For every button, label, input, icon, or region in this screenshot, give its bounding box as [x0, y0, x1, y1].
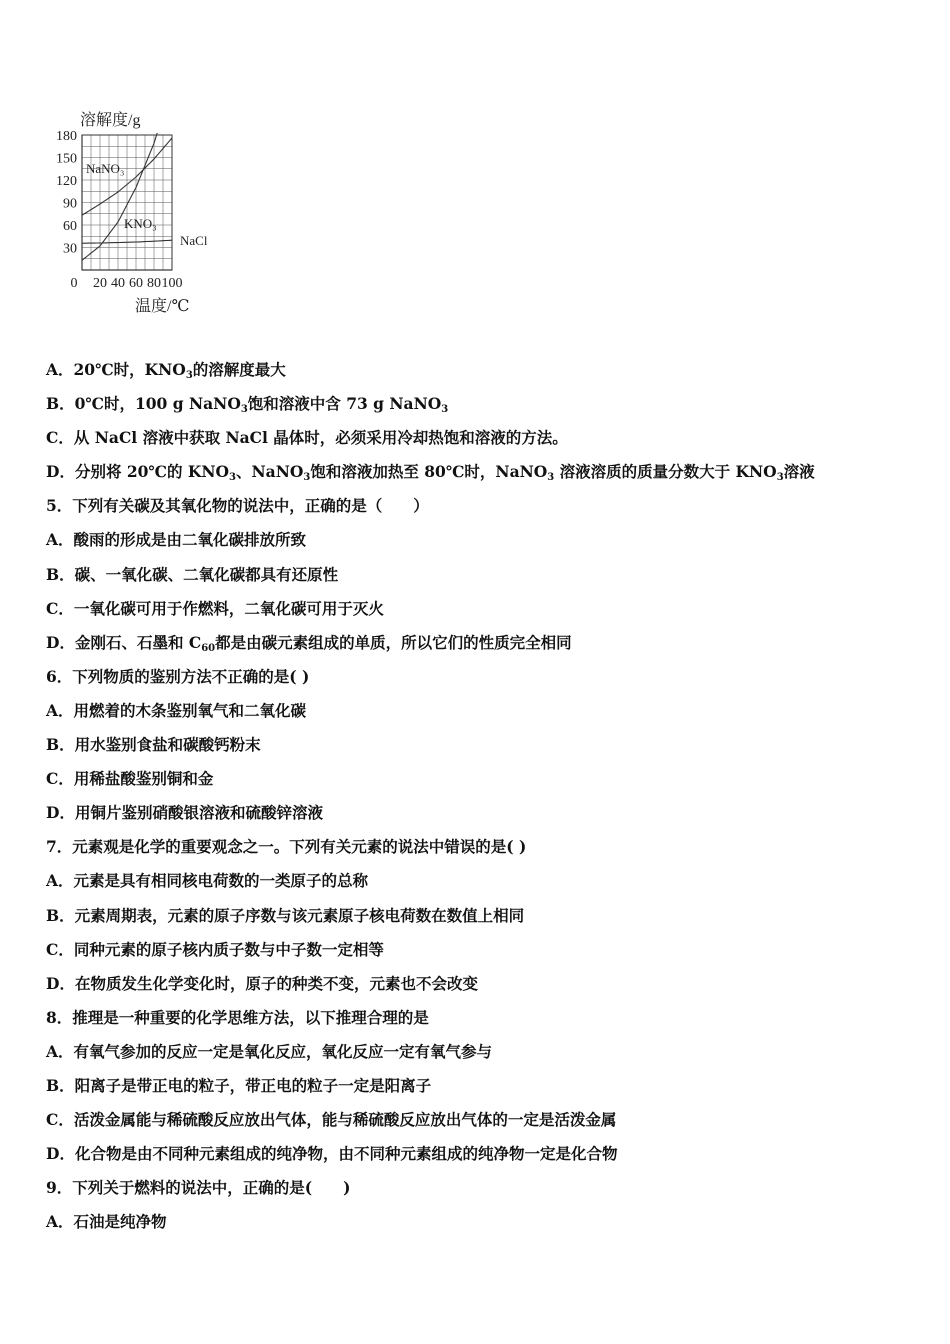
solubility-chart [40, 105, 230, 320]
text-line [46, 558, 926, 592]
text-line [46, 967, 926, 1001]
text-segment: 溶液溶质的质量分数大于 KNO [554, 462, 777, 482]
text-segment: B．用水鉴别食盐和碳酸钙粉末 [46, 735, 261, 755]
y-tick-label: 90 [63, 196, 77, 212]
series-label-KNO3: KNO₃ [124, 216, 157, 231]
text-line [46, 626, 926, 660]
text-line [46, 1035, 926, 1069]
text-line [46, 1103, 926, 1137]
y-axis-label: 溶解度/g [80, 112, 141, 129]
text-line [46, 455, 926, 489]
text-segment: A．酸雨的形成是由二氧化碳排放所致 [46, 530, 307, 550]
x-tick-label: 60 [129, 276, 143, 291]
text-segment: D．在物质发生化学变化时，原子的种类不变，元素也不会改变 [46, 973, 478, 993]
text-segment: 饱和溶液中含 73 g NaNO [247, 394, 442, 414]
y-tick-label: 120 [56, 174, 77, 189]
text-line [46, 762, 926, 796]
text-segment: B．阳离子是带正电的粒子，带正电的粒子一定是阳离子 [46, 1075, 432, 1095]
y-tick-label: 180 [56, 129, 77, 144]
text-segment: 9．下列关于燃料的说法中，正确的是( ) [46, 1178, 351, 1198]
text-segment: C．用稀盐酸鉴别铜和金 [46, 769, 214, 789]
text-line [46, 899, 926, 933]
text-line [46, 1205, 926, 1239]
text-segment: D．用铜片鉴别硝酸银溶液和硫酸锌溶液 [46, 803, 323, 823]
text-segment: A．石油是纯净物 [46, 1212, 167, 1232]
series-label-NaNO3: NaNO₃ [86, 161, 125, 176]
text-segment: B．碳、一氧化碳、二氧化碳都具有还原性 [46, 564, 339, 584]
subscript: 3 [776, 472, 784, 484]
text-line [46, 353, 926, 387]
text-line [46, 421, 926, 455]
text-segment: C．活泼金属能与稀硫酸反应放出气体，能与稀硫酸反应放出气体的一定是活泼金属 [46, 1110, 617, 1130]
text-line [46, 864, 926, 898]
text-line [46, 1069, 926, 1103]
x-axis-label: 温度/℃ [135, 298, 190, 315]
y-tick-label: 60 [63, 219, 77, 234]
text-line [46, 796, 926, 830]
text-segment: A．20℃时，KNO [46, 360, 186, 379]
text-segment: B．元素周期表，元素的原子序数与该元素原子核电荷数在数值上相同 [46, 905, 525, 925]
text-segment: A．元素是具有相同核电荷数的一类原子的总称 [46, 871, 369, 891]
series-label-NaCl: NaCl [180, 233, 208, 248]
text-segment: C．从 NaCl 溶液中获取 NaCl 晶体时，必须采用冷却热饱和溶液的方法。 [46, 428, 568, 448]
text-line [46, 830, 926, 864]
text-line [46, 660, 926, 694]
x-tick-label: 80 [147, 276, 161, 291]
x-tick-label: 0 [70, 276, 78, 291]
text-segment: D．化合物是由不同种元素组成的纯净物，由不同种元素组成的纯净物一定是化合物 [46, 1144, 618, 1164]
text-segment: 8．推理是一种重要的化学思维方法，以下推理合理的是 [46, 1007, 429, 1027]
text-segment: 都是由碳元素组成的单质，所以它们的性质完全相同 [215, 632, 572, 652]
text-line [46, 1137, 926, 1171]
text-segment: 饱和溶液加热至 80℃时，NaNO [310, 462, 548, 482]
text-segment: C．同种元素的原子核内质子数与中子数一定相等 [46, 939, 384, 959]
text-segment: 溶液 [783, 462, 815, 482]
x-tick-label: 20 [93, 276, 107, 291]
text-segment: D．分别将 20℃的 KNO [46, 462, 230, 482]
text-segment: C．一氧化碳可用于作燃料，二氧化碳可用于灭火 [46, 598, 384, 618]
subscript: 3 [547, 472, 555, 484]
text-segment: 7．元素观是化学的重要观念之一。下列有关元素的说法中错误的是( ) [46, 837, 527, 857]
text-segment: 6．下列物质的鉴别方法不正确的是( ) [46, 666, 310, 686]
y-tick-label: 150 [56, 151, 77, 167]
text-segment: A．有氧气参加的反应一定是氧化反应，氧化反应一定有氧气参与 [46, 1041, 493, 1061]
text-line [46, 933, 926, 967]
x-tick-label: 40 [111, 276, 125, 291]
subscript: 3 [441, 404, 449, 416]
text-line [46, 1001, 926, 1035]
text-line [46, 694, 926, 728]
text-line [46, 387, 926, 421]
subscript: 3 [185, 370, 193, 381]
text-line [46, 728, 926, 762]
subscript: 3 [303, 472, 311, 484]
text-segment: A．用燃着的木条鉴别氧气和二氧化碳 [46, 700, 307, 720]
text-segment: 5．下列有关碳及其氧化物的说法中，正确的是（ ） [46, 496, 429, 516]
text-line [46, 592, 926, 626]
subscript: 3 [240, 404, 248, 416]
text-segment: 的溶解度最大 [192, 360, 286, 379]
text-segment: B．0℃时，100 g NaNO [46, 394, 241, 414]
chart-labels [56, 111, 208, 315]
text-segment: 、NaNO [236, 462, 304, 482]
text-line [46, 489, 926, 523]
x-tick-label: 100 [161, 276, 183, 291]
subscript: 3 [229, 472, 236, 484]
text-segment: D．金刚石、石墨和 C [46, 632, 202, 652]
subscript: 60 [201, 642, 216, 654]
text-line [46, 523, 926, 557]
question-text [46, 353, 926, 1239]
y-tick-label: 30 [63, 241, 77, 257]
text-line [46, 1171, 926, 1205]
